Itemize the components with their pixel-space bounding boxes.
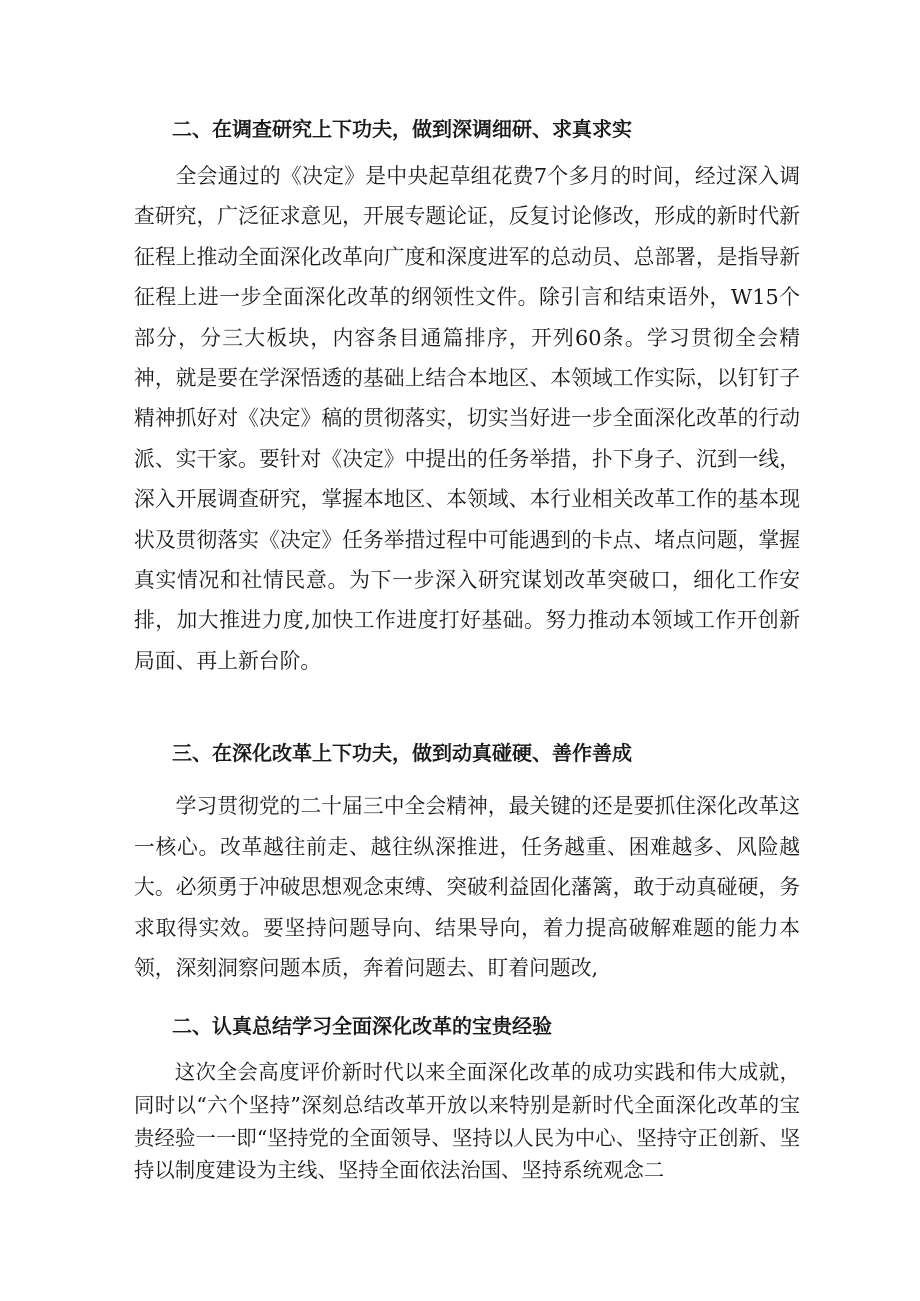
section-paragraph-reform: 学习贯彻党的二十届三中全会精神，最关键的还是要抓住深化改革这一核心。改革越往前走、越往纵深推进，任务越重、困难越多、风险越大。必须勇于冲破思想观念束缚、突破利益固化藩篱，敢于动真碰硬，务求取得实效。要坚持问题导向、结果导向，着力提高破解难题的能力本领，深刻洞察问题本质，奔着问题去、盯着问题改, — [134, 794, 800, 981]
section-heading-experience: 二、认真总结学习全面深化改革的宝贵经验 — [172, 1014, 552, 1038]
section-heading-research: 二、在调查研究上下功夫，做到深调细研、求真求实 — [172, 117, 632, 141]
section-heading-reform: 三、在深化改革上下功夫，做到动真碰硬、善作善成 — [172, 741, 632, 765]
section-paragraph-research: 全会通过的《决定》是中央起草组花费7个多月的时间，经过深入调查研究，广泛征求意见，开展专题论证，反复讨论修改，形成的新时代新征程上推动全面深化改革向广度和深度进军的总动员、总部署，是指导新征程上进一步全面深化改革的纲领性文件。除引言和结束语外，W15个部分，分三大板块，内容条目通篇排序，开列60条。学习贯彻全会精神，就是要在学深悟透的基础上结合本地区、本领域工作实际，以钉钉子精神抓好对《决定》稿的贯彻落实，切实当好进一步全面深化改革的行动派、实干家。要针对《决定》中提出的任务举措，扑下身子、沉到一线，深入开展调查研究，掌握本地区、本领域、本行业相关改革工作的基本现状及贯彻落实《决定》任务举措过程中可能遇到的卡点、堵点问题，掌握真实情况和社情民意。为下一步深入研究谋划改革突破口，细化工作安排，加大推进力度,加快工作进度打好基础。努力推动本领域工作开创新局面、再上新台阶。 — [134, 164, 800, 673]
section-paragraph-experience: 这次全会高度评价新时代以来全面深化改革的成功实践和伟大成就，同时以“六个坚持”深刻总结改革开放以来特别是新时代全面深化改革的宝贵经验一一即“坚持党的全面领导、坚持以人民为中心、坚持守正创新、坚持以制度建设为主线、坚持全面依法治国、坚持系统观念二 — [134, 1060, 800, 1183]
